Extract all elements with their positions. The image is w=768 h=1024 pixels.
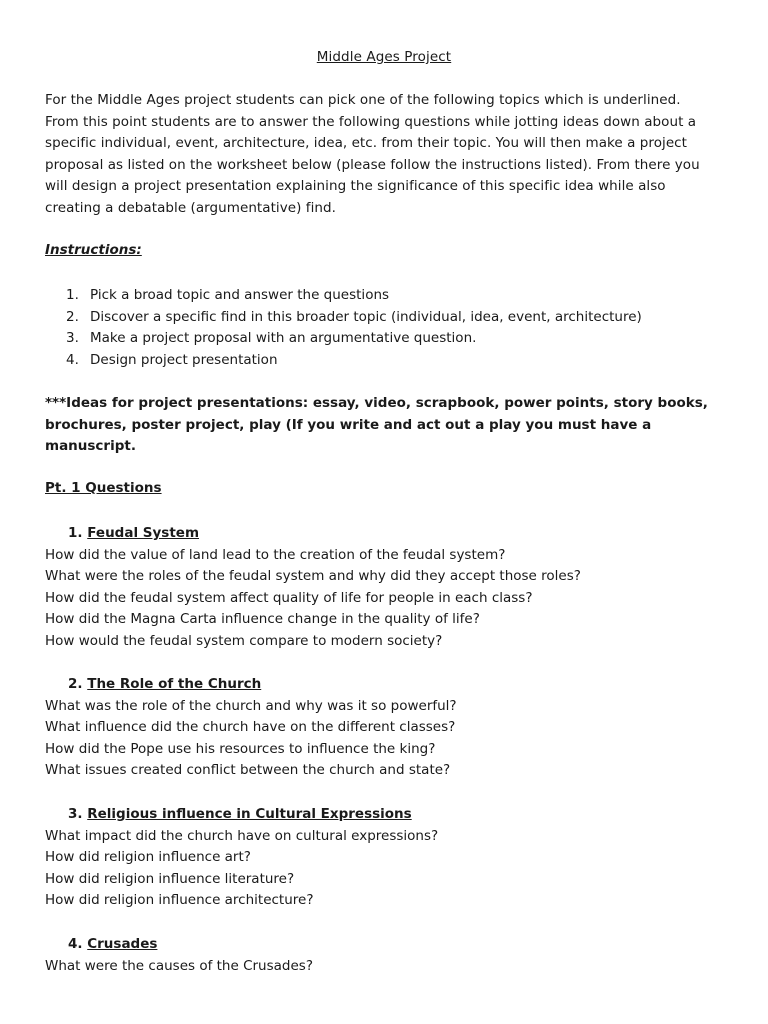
instructions-list <box>66 285 726 371</box>
question: What were the causes of the Crusades? <box>45 957 313 974</box>
list-number: 3. <box>66 330 79 347</box>
topic-heading <box>45 934 735 956</box>
intro-line: specific individual, event, architecture, idea, etc. from their topic. You will then make a project <box>45 135 687 152</box>
list-text: Discover a specific find in this broader topic (individual, idea, event, architecture) <box>90 308 642 325</box>
list-text: Make a project proposal with an argumentative question. <box>90 330 477 347</box>
question: How did religion influence art? <box>45 849 251 866</box>
topic-section <box>45 934 735 977</box>
topic-name: Crusades <box>87 936 158 952</box>
topic-section <box>45 804 735 912</box>
page-title: Middle Ages Project <box>316 49 452 65</box>
topic-section <box>45 523 735 653</box>
list-number: 4. <box>66 351 79 368</box>
topic-heading <box>45 804 735 826</box>
topic-number: 2. <box>68 676 83 692</box>
topic-name: The Role of the Church <box>87 676 262 692</box>
topic-heading <box>45 674 735 696</box>
intro-paragraph <box>45 90 735 220</box>
topic-heading <box>45 523 735 545</box>
intro-line: proposal as listed on the worksheet below (please follow the instructions listed). From there you <box>45 156 700 173</box>
question: How did the Magna Carta influence change in the quality of life? <box>45 611 480 628</box>
ideas-line: ***Ideas for project presentations: essay, video, scrapbook, power points, story books, <box>45 395 708 411</box>
list-number: 2. <box>66 308 79 325</box>
list-text: Design project presentation <box>90 351 278 368</box>
topic-number: 3. <box>68 806 83 822</box>
instructions-heading: Instructions: <box>45 242 142 258</box>
question: How did religion influence literature? <box>45 870 295 887</box>
list-item <box>66 285 726 307</box>
topic-number: 1. <box>68 525 83 541</box>
intro-line: will design a project presentation explaining the significance of this specific idea while also <box>45 178 666 195</box>
topic-name: Feudal System <box>87 525 200 541</box>
ideas-line: brochures, poster project, play (If you write and act out a play you must have a <box>45 416 652 433</box>
question: How did religion influence architecture? <box>45 892 314 909</box>
question: How did the feudal system affect quality of life for people in each class? <box>45 589 533 606</box>
topic-name: Religious influence in Cultural Expressions <box>87 806 412 822</box>
list-text: Pick a broad topic and answer the questions <box>90 287 390 303</box>
list-item <box>66 350 726 372</box>
question: What were the roles of the feudal system and why did they accept those roles? <box>45 568 581 585</box>
presentation-ideas <box>45 393 735 458</box>
list-item <box>66 307 726 329</box>
intro-line: From this point students are to answer the following questions while jotting ideas down about a <box>45 113 697 130</box>
topic-section <box>45 674 735 782</box>
question: How would the feudal system compare to modern society? <box>45 632 443 649</box>
list-item <box>66 328 726 350</box>
list-number: 1. <box>66 287 79 303</box>
ideas-line: manuscript. <box>45 438 136 455</box>
question: What influence did the church have on the different classes? <box>45 719 456 736</box>
question: How did the value of land lead to the creation of the feudal system? <box>45 546 506 563</box>
intro-line: creating a debatable (argumentative) find. <box>45 199 336 216</box>
question: What impact did the church have on cultural expressions? <box>45 827 439 844</box>
part-one-heading: Pt. 1 Questions <box>45 480 162 496</box>
topic-number: 4. <box>68 936 83 952</box>
intro-line: For the Middle Ages project students can pick one of the following topics which is underlined. <box>45 92 681 108</box>
question: What was the role of the church and why was it so powerful? <box>45 697 457 714</box>
question: What issues created conflict between the church and state? <box>45 762 451 779</box>
question: How did the Pope use his resources to influence the king? <box>45 740 436 757</box>
